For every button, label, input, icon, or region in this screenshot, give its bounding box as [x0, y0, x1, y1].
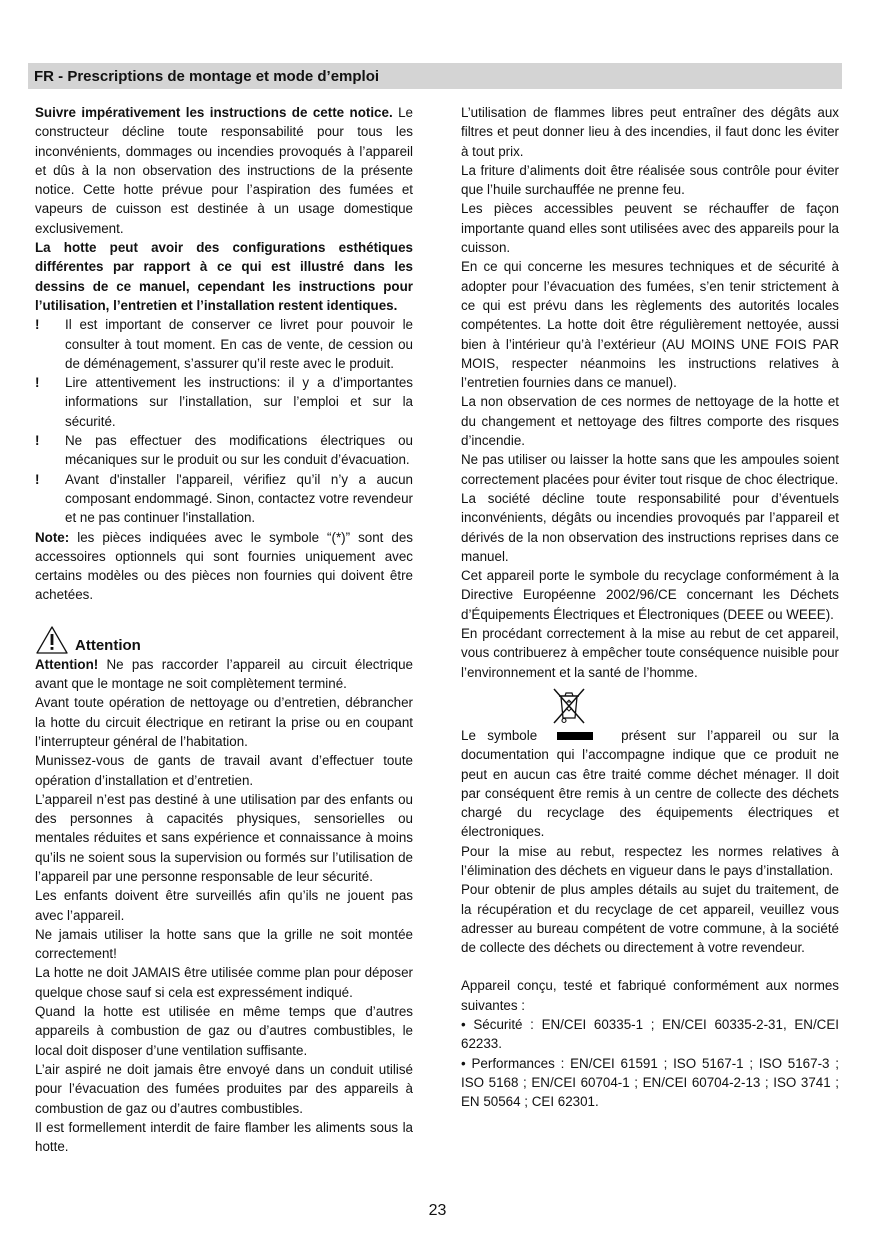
symbol-paragraph — [461, 726, 839, 842]
bullet-text: Lire attentivement les instructions: il y a d’importantes informations sur l’installation, sur l’emploi et sur la sécurité. — [65, 375, 413, 429]
safety-paragraph: En ce qui concerne les mesures techniques et de sécurité à adopter pour l’évacuation des fumées, s’en tenir strictement à ce qui est prévu dans les règlements des autorités locales compétentes. La hotte doit être régulièrement nettoyée, aussi bien à l’intérieur qu’à l’extérieur (AU MOINS UNE FOIS PAR MOIS, respecter néanmoins les instructions relatives à l’entretien fournies dans ce manuel). — [461, 259, 839, 391]
bullet-text: Ne pas effectuer des modifications électriques ou mécaniques sur le produit ou sur les conduit d’évacuation. — [65, 433, 413, 468]
intro-text: Le constructeur décline toute responsabilité pour tous les inconvénients, dommages ou incendies provoqués à l’appareil et dûs à la non observation des instructions de la présente notice. Cette hotte prévue pour l’aspiration des fumées et vapeurs de cuisson est destinée à un usage domestique exclusivement. — [35, 105, 413, 236]
black-bar-icon — [557, 732, 593, 740]
attention-paragraph — [35, 655, 413, 694]
disposal-paragraph: Pour obtenir de plus amples détails au sujet du traitement, de la récupération et du recyclage de cet appareil, veuillez vous adresser au bureau compétent de votre commune, à la société de collecte des déchets ou directement à votre revendeur. — [461, 882, 839, 956]
safety-paragraph: Il est formellement interdit de faire flamber les aliments sous la hotte. — [35, 1119, 413, 1155]
attention-heading — [35, 623, 413, 655]
safety-paragraph: L’utilisation de flammes libres peut entraîner des dégâts aux filtres et peut donner lieu à des incendies, il faut donc les éviter à tout prix. — [461, 105, 839, 159]
bullet-item — [35, 470, 413, 528]
exclamation-icon: ! — [35, 317, 40, 333]
safety-paragraph: La non observation de ces normes de nettoyage de la hotte et du changement et nettoyage des filtres comporte des risques d’incendie. — [461, 394, 839, 449]
safety-paragraph: Ne pas utiliser ou laisser la hotte sans que les ampoules soient correctement placées pour éviter tout risque de choc électrique. — [461, 452, 839, 487]
safety-paragraph: Ne jamais utiliser la hotte sans que la grille ne soit montée correctement! — [35, 926, 413, 962]
safety-paragraph: Avant toute opération de nettoyage ou d’entretien, débrancher la hotte du circuit électrique en retirant la prise ou en coupant l’interrupteur général de l’habitation. — [35, 695, 413, 749]
bullet-item — [35, 373, 413, 431]
safety-paragraph: La société décline toute responsabilité pour d’éventuels inconvénients, dégâts ou incendies provoqués par l’appareil et dérivés de la non observation des instructions reprises dans ce manuel. — [461, 490, 839, 564]
configuration-notice: La hotte peut avoir des configurations esthétiques différentes par rapport à ce qui est illustré dans les dessins de ce manuel, cependant les instructions pour l’utilisation, l’entretien et l’installation restent identiques. — [35, 240, 413, 313]
section-title: FR - Prescriptions de montage et mode d’emploi — [34, 68, 380, 85]
norms-intro: Appareil conçu, testé et fabriqué conformément aux normes suivantes : — [461, 978, 839, 1013]
section-header — [28, 63, 842, 89]
recycling-paragraph: En procédant correctement à la mise au rebut de cet appareil, vous contribuerez à empêcher toute conséquence nuisible pour l’environnement et la santé de l’homme. — [461, 626, 839, 680]
left-column — [35, 103, 413, 1156]
safety-paragraph: Munissez-vous de gants de travail avant d’effectuer toute opération d’installation et d’entretien. — [35, 753, 413, 788]
bullet-text: Avant d'installer l'appareil, vérifiez qu’il n’y a aucun composant endommagé. Sinon, contactez votre revendeur et ne pas continuer l'installation. — [65, 471, 413, 526]
exclamation-icon: ! — [35, 375, 40, 391]
exclamation-icon: ! — [35, 471, 40, 487]
crossed-bin-icon — [551, 686, 587, 726]
page-number: 23 — [428, 1202, 447, 1219]
safety-paragraph: La friture d’aliments doit être réalisée sous contrôle pour éviter que l’huile surchauffée ne prenne feu. — [461, 162, 839, 198]
safety-paragraph: Les pièces accessibles peuvent se réchauffer de façon importante quand elles sont utilisées avec des appareils pour la cuisson. — [461, 201, 839, 256]
safety-paragraph: L’air aspiré ne doit jamais être envoyé dans un conduit utilisé pour l’évacuation des fumées produites par des appareils à combustion de gaz ou d’autres combustibles. — [35, 1061, 413, 1116]
exclamation-icon: ! — [35, 433, 40, 449]
safety-paragraph: La hotte ne doit JAMAIS être utilisée comme plan pour déposer quelque chose sauf si cela est expressément indiqué. — [35, 965, 413, 1000]
warning-triangle-icon — [35, 625, 69, 655]
bullet-item — [35, 431, 413, 470]
bullet-text: Il est important de conserver ce livret pour pouvoir le consulter à tout moment. En cas de vente, de cession ou de déménagement, s’assurer qu’il reste avec le produit. — [65, 317, 413, 371]
disposal-paragraph: Pour la mise au rebut, respectez les normes relatives à l’élimination des déchets en vigueur dans le pays d’installation. — [461, 843, 839, 878]
recycling-paragraph: Cet appareil porte le symbole du recyclage conformément à la Directive Européenne 2002/96/CE concernant les Déchets d’Équipements Électriques et Électroniques (DEEE ou WEEE). — [461, 568, 839, 622]
norms-safety: • Sécurité : EN/CEI 60335-1 ; EN/CEI 60335-2-31, EN/CEI 62233. — [461, 1017, 839, 1052]
attention-text: Ne pas raccorder l’appareil au circuit électrique avant que le montage ne soit complètement terminé. — [35, 656, 413, 692]
attention-title: Attention — [75, 636, 141, 654]
intro-paragraph — [35, 103, 413, 238]
intro-bold: Suivre impérativement les instructions de cette notice. — [35, 105, 393, 120]
safety-paragraph: L’appareil n’est pas destiné à une utilisation par des enfants ou des personnes à capacités physiques, sensorielles ou mentales réduites et sans expérience et connaissance à moins qu’ils ne soient sous la supervision ou formés sur l’utilisation de l’appareil par une personne responsable de leur sécurité. — [35, 791, 413, 884]
right-column — [461, 103, 839, 1112]
attention-label: Attention! — [35, 656, 99, 672]
weee-symbol-row — [461, 682, 839, 726]
norms-performance: • Performances : EN/CEI 61591 ; ISO 5167-1 ; ISO 5167-3 ; ISO 5168 ; EN/CEI 60704-1 ; EN/CEI 60704-2-13 ; ISO 3741 ; EN 50564 ; CEI 62301. — [461, 1055, 839, 1110]
safety-paragraph: Les enfants doivent être surveillés afin qu’ils ne jouent pas avec l’appareil. — [35, 888, 413, 923]
bullet-item — [35, 315, 413, 373]
symbol-text: présent sur l’appareil ou sur la documentation qui l’accompagne indique que ce produit ne peut en aucun cas être traité comme déchet ménager. Il doit par conséquent être remis à un centre de collecte des déchets chargé du recyclage des équipements électriques et électroniques. — [461, 727, 839, 840]
safety-paragraph: Quand la hotte est utilisée en même temps que d’autres appareils à combustion de gaz ou d’autres combustibles, le local doit disposer d’une ventilation suffisante. — [35, 1004, 413, 1058]
note-paragraph — [35, 528, 413, 605]
spacer — [461, 957, 839, 976]
note-label: Note: — [35, 529, 70, 545]
note-text: les pièces indiquées avec le symbole “(*)” sont des accessoires optionnels qui sont fournies uniquement avec certains modèles ou des pièces non fournies qui doivent être achetées. — [35, 529, 413, 603]
symbol-prefix: Le symbole — [461, 727, 538, 743]
